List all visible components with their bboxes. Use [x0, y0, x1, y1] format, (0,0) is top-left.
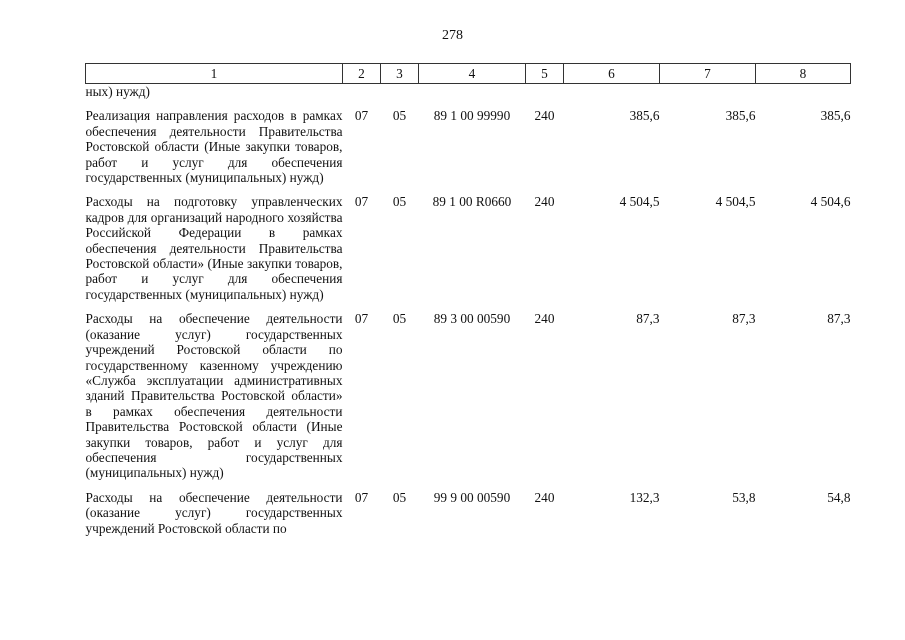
row-amount-1: 385,6	[629, 108, 660, 124]
table-row-continuation	[86, 84, 851, 109]
table-header	[86, 64, 851, 84]
table-row	[86, 194, 851, 311]
column-header-4: 4	[419, 64, 526, 84]
row-amount-2: 4 504,5	[715, 194, 756, 210]
row-subsection: 05	[392, 489, 407, 505]
table-row	[86, 108, 851, 194]
row-amount-3: 87,3	[827, 311, 851, 327]
row-section: 07	[354, 108, 369, 124]
row-section: 07	[354, 194, 369, 210]
page-number: 278	[442, 28, 463, 43]
row-amount-1: 87,3	[636, 311, 660, 327]
row-expense-type: 240	[534, 311, 555, 327]
row-target-code: 89 1 00 99990	[433, 108, 511, 124]
column-header-1: 1	[86, 64, 343, 84]
row-target-code: 89 1 00 R0660	[432, 194, 512, 210]
row-amount-2: 385,6	[725, 108, 756, 124]
column-header-2: 2	[343, 64, 381, 84]
column-header-5: 5	[526, 64, 564, 84]
row-target-code: 99 9 00 00590	[433, 489, 511, 505]
row-section: 07	[354, 489, 369, 505]
row-description: Реализация направления расходов в рамках обеспечения деятельности Правительства Ростовской области (Иные закупки товаров, работ и услуг для обеспечения государственных (муниципальных) нужд)	[85, 108, 343, 186]
row-section: 07	[354, 311, 369, 327]
row-amount-3: 54,8	[827, 489, 851, 505]
row-amount-3: 385,6	[820, 108, 851, 124]
row-amount-2: 87,3	[732, 311, 756, 327]
row-subsection: 05	[392, 108, 407, 124]
row-subsection: 05	[392, 194, 407, 210]
table-row	[86, 490, 851, 545]
budget-table	[85, 63, 851, 545]
row-description: Расходы на обеспечение деятельности (оказание услуг) государственных учреждений Ростовской области по государственному казенному учреждению «Служба эксплуатации административных зданий Правительства Ростовской области» в рамках обеспечения деятельности Правительства Ростовской области (Иные закупки товаров, работ и услуг для обеспечения государственных (муниципальных) нужд)	[85, 311, 343, 481]
row-subsection: 05	[392, 311, 407, 327]
row-expense-type: 240	[534, 489, 555, 505]
row-description: Расходы на обеспечение деятельности (оказание услуг) государственных учреждений Ростовской области по	[85, 489, 343, 536]
table-row	[86, 311, 851, 489]
column-header-7: 7	[660, 64, 756, 84]
row-amount-1: 132,3	[629, 489, 660, 505]
row-amount-1: 4 504,5	[619, 194, 660, 210]
row-description: Расходы на подготовку управленческих кадров для организаций народного хозяйства Российской Федерации в рамках обеспечения деятельности Правительства Ростовской области» (Иные закупки товаров, работ и услуг для обеспечения государственных (муниципальных) нужд)	[85, 194, 343, 302]
continuation-text: ных) нужд)	[85, 84, 150, 99]
row-target-code: 89 3 00 00590	[433, 311, 511, 327]
column-header-8: 8	[756, 64, 851, 84]
row-expense-type: 240	[534, 108, 555, 124]
row-expense-type: 240	[534, 194, 555, 210]
row-amount-2: 53,8	[732, 489, 756, 505]
row-amount-3: 4 504,6	[810, 194, 851, 210]
column-header-3: 3	[381, 64, 419, 84]
column-header-6: 6	[564, 64, 660, 84]
